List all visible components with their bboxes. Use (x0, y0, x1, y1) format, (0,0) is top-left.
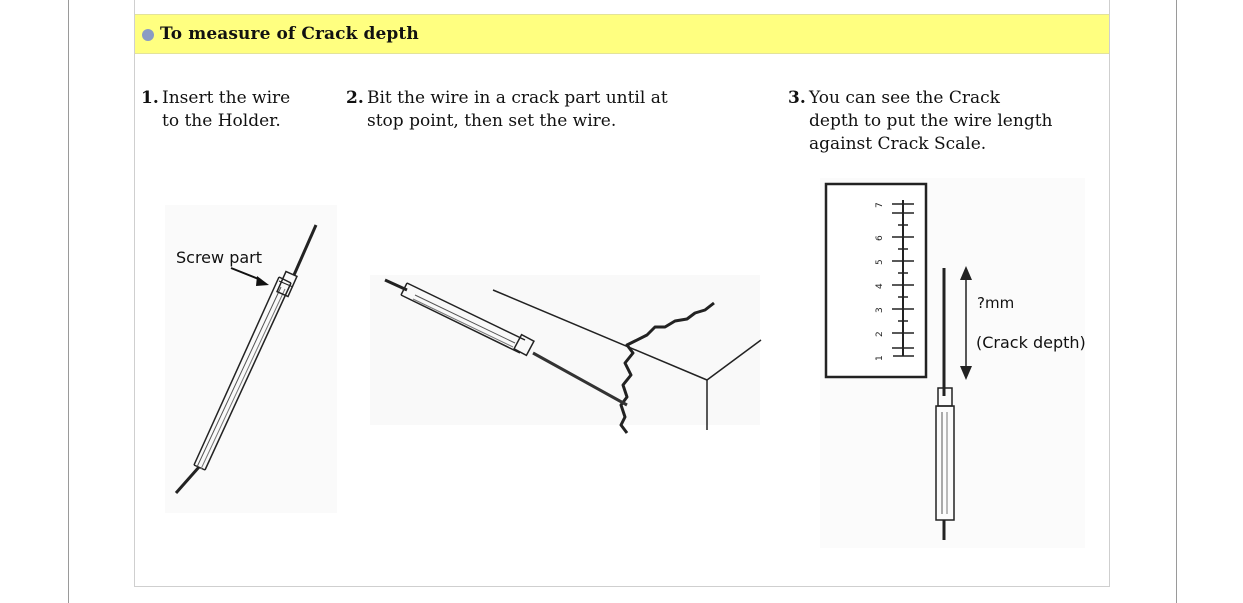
scale-tick-label: 4 (875, 283, 885, 289)
crack-depth-label: (Crack depth) (976, 333, 1086, 352)
scale-tick-label: 7 (875, 202, 885, 208)
step-text-line: Insert the wire (162, 88, 291, 108)
step-number: 2. (346, 88, 364, 108)
page-right-border (1176, 0, 1177, 603)
step-text-line: depth to put the wire length (809, 111, 1053, 131)
step-text-line: stop point, then set the wire. (367, 111, 617, 131)
section-title: To measure of Crack depth (160, 24, 419, 44)
step-text-line: Bit the wire in a crack part until at (367, 88, 668, 108)
scale-tick-label: 1 (875, 355, 885, 361)
crack-insert-figure (365, 255, 765, 445)
page-left-border (68, 0, 69, 603)
holder-figure (161, 205, 341, 515)
bullet-icon (142, 29, 154, 41)
scale-tick-label: 3 (875, 307, 885, 313)
section-header (135, 14, 1109, 54)
step-2 (346, 87, 668, 133)
step-text-line: to the Holder. (162, 111, 281, 131)
step-number: 1. (141, 88, 159, 108)
scale-tick-label: 2 (875, 331, 885, 337)
crack-scale-figure (820, 178, 1100, 550)
step-text-line: You can see the Crack (809, 88, 1000, 108)
step-number: 3. (788, 88, 806, 108)
scale-tick-label: 5 (875, 259, 885, 265)
crack-depth-panel (134, 0, 1110, 587)
step-3 (788, 87, 1052, 156)
screw-part-label: Screw part (176, 248, 263, 267)
step-text-line: against Crack Scale. (809, 134, 987, 154)
scale-tick-label: 6 (875, 235, 885, 241)
step-1 (141, 87, 290, 133)
measure-label: ?mm (977, 294, 1015, 312)
